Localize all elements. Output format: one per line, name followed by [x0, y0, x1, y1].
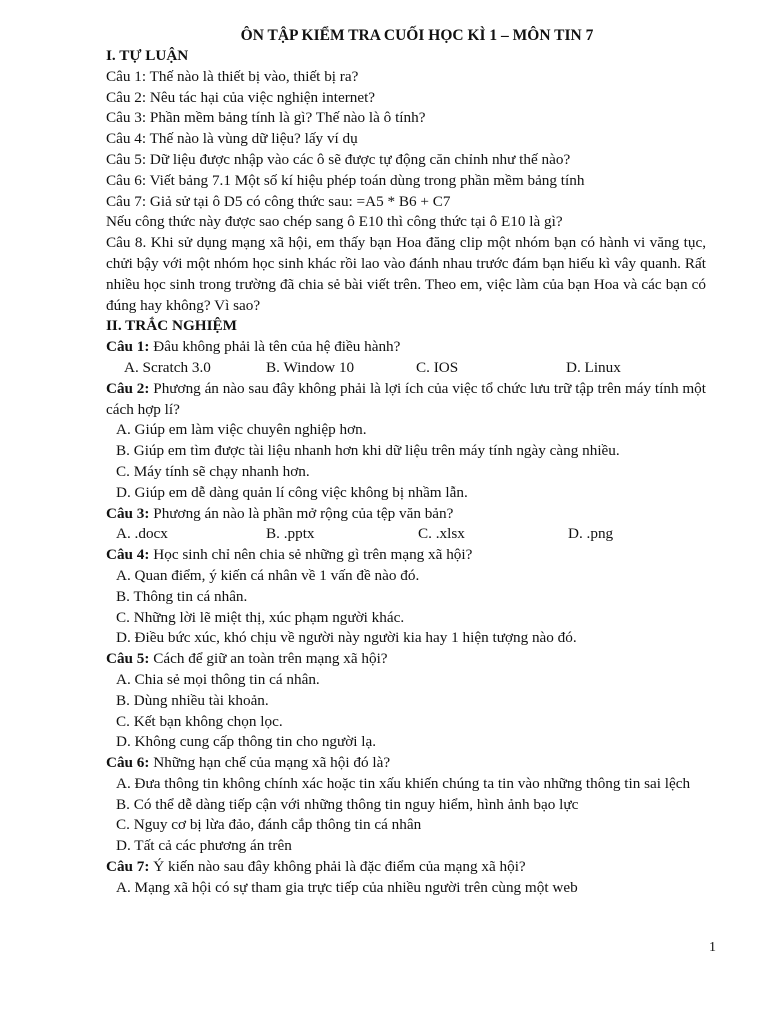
option-c: C. Kết bạn không chọn lọc.	[116, 712, 283, 730]
question-text: Phương án nào là phần mở rộng của tệp văn bản?	[149, 504, 454, 522]
mc-question-3	[106, 504, 728, 525]
question-label: Câu 5:	[106, 650, 150, 668]
essay-question-8: Câu 8. Khi sử dụng mạng xã hội, em thấy bạn Hoa đăng clip một nhóm bạn có hành vi văng tục, chửi bậy với một nhóm học sinh khác rồi lao vào đánh nhau trước đám bạn hiếu kì vây quanh. Rất nhiều học sinh trong trường đã chia sẻ bài viết trên. Theo em, việc làm của bạn Hoa và các bạn có đúng hay không? Vì sao?	[106, 234, 706, 314]
question-text: Phương án nào sau đây không phải là lợi ích của việc tổ chức lưu trữ tập trên máy tính một cách hợp lí?	[106, 379, 706, 418]
page-title: ÔN TẬP KIỂM TRA CUỐI HỌC KÌ 1 – MÔN TIN 7	[240, 27, 594, 44]
mc-question-1	[106, 337, 728, 358]
question-label: Câu 4:	[106, 546, 150, 564]
essay-question-6: Câu 6: Viết bảng 7.1 Một số kí hiệu phép toán dùng trong phần mềm bảng tính	[106, 171, 585, 189]
option-c: C. .xlsx	[418, 525, 465, 543]
option-a: A. Giúp em làm việc chuyên nghiệp hơn.	[116, 421, 367, 439]
question-text: Đâu không phải là tên của hệ điều hành?	[149, 338, 401, 356]
option-b: B. .pptx	[266, 525, 315, 543]
mc-question-6	[106, 753, 728, 774]
option-d: D. .png	[568, 525, 614, 543]
essay-question-2: Câu 2: Nêu tác hại của việc nghiện internet?	[106, 88, 376, 106]
mc-question-4	[106, 545, 728, 566]
question-label: Câu 6:	[106, 754, 150, 772]
option-c: C. Những lời lẽ miệt thị, xúc phạm người khác.	[116, 608, 405, 626]
mc-question-7	[106, 857, 728, 878]
option-c: C. Máy tính sẽ chạy nhanh hơn.	[116, 462, 310, 480]
essay-question-5: Câu 5: Dữ liệu được nhập vào các ô sẽ được tự động căn chỉnh như thế nào?	[106, 150, 571, 168]
option-c: C. IOS	[416, 358, 459, 376]
option-d: D. Không cung cấp thông tin cho người lạ.	[116, 733, 377, 751]
mc-question-2	[106, 379, 706, 421]
option-d: D. Tất cả các phương án trên	[116, 837, 292, 855]
option-a: A. Đưa thông tin không chính xác hoặc tin xấu khiến chúng ta tin vào những thông tin sai lệch	[116, 774, 691, 792]
option-a: A. .docx	[116, 525, 168, 543]
essay-question-1: Câu 1: Thế nào là thiết bị vào, thiết bị ra?	[106, 67, 359, 85]
option-a: A. Mạng xã hội có sự tham gia trực tiếp của nhiều người trên cùng một web	[116, 878, 578, 896]
option-b: B. Có thể dễ dàng tiếp cận với những thông tin nguy hiểm, hình ảnh bạo lực	[116, 795, 579, 813]
option-b: B. Dùng nhiều tài khoản.	[116, 691, 269, 709]
mc-question-1-options	[106, 358, 728, 379]
question-label: Câu 2:	[106, 379, 150, 397]
option-b: B. Thông tin cá nhân.	[116, 587, 248, 605]
option-a: A. Scratch 3.0	[124, 358, 211, 376]
option-d: D. Linux	[566, 358, 621, 376]
question-text: Ý kiến nào sau đây không phải là đặc điểm của mạng xã hội?	[149, 858, 526, 876]
option-b: B. Window 10	[266, 358, 355, 376]
essay-question-7: Câu 7: Giả sử tại ô D5 có công thức sau: =A5 * B6 + C7	[106, 192, 451, 210]
essay-question-7-continued: Nếu công thức này được sao chép sang ô E10 thì công thức tại ô E10 là gì?	[106, 213, 563, 231]
option-b: B. Giúp em tìm được tài liệu nhanh hơn khi dữ liệu trên máy tính ngày càng nhiều.	[116, 442, 620, 460]
essay-question-3: Câu 3: Phần mềm bảng tính là gì? Thế nào là ô tính?	[106, 109, 426, 127]
question-text: Những hạn chế của mạng xã hội đó là?	[149, 754, 391, 772]
essay-question-4: Câu 4: Thế nào là vùng dữ liệu? lấy ví dụ	[106, 130, 358, 148]
option-c: C. Nguy cơ bị lừa đảo, đánh cắp thông tin cá nhân	[116, 816, 422, 834]
question-label: Câu 1:	[106, 338, 150, 356]
question-label: Câu 7:	[106, 858, 150, 876]
option-a: A. Chia sẻ mọi thông tin cá nhân.	[116, 670, 320, 688]
page-number: 1	[709, 940, 716, 955]
section-heading-essay: I. TỰ LUẬN	[106, 47, 189, 64]
question-label: Câu 3:	[106, 504, 150, 522]
mc-question-5	[106, 649, 728, 670]
section-heading-multiple-choice: II. TRẮC NGHIỆM	[106, 317, 237, 335]
option-d: D. Điều bức xúc, khó chịu về người này người kia hay 1 hiện tượng nào đó.	[116, 629, 577, 647]
mc-question-3-options	[106, 524, 728, 545]
question-text: Cách để giữ an toàn trên mạng xã hội?	[149, 650, 388, 668]
option-d: D. Giúp em dễ dàng quản lí công việc không bị nhầm lẫn.	[116, 483, 468, 501]
option-a: A. Quan điểm, ý kiến cá nhân về 1 vấn đề nào đó.	[116, 566, 420, 584]
question-text: Học sinh chỉ nên chia sẻ những gì trên mạng xã hội?	[149, 546, 473, 564]
